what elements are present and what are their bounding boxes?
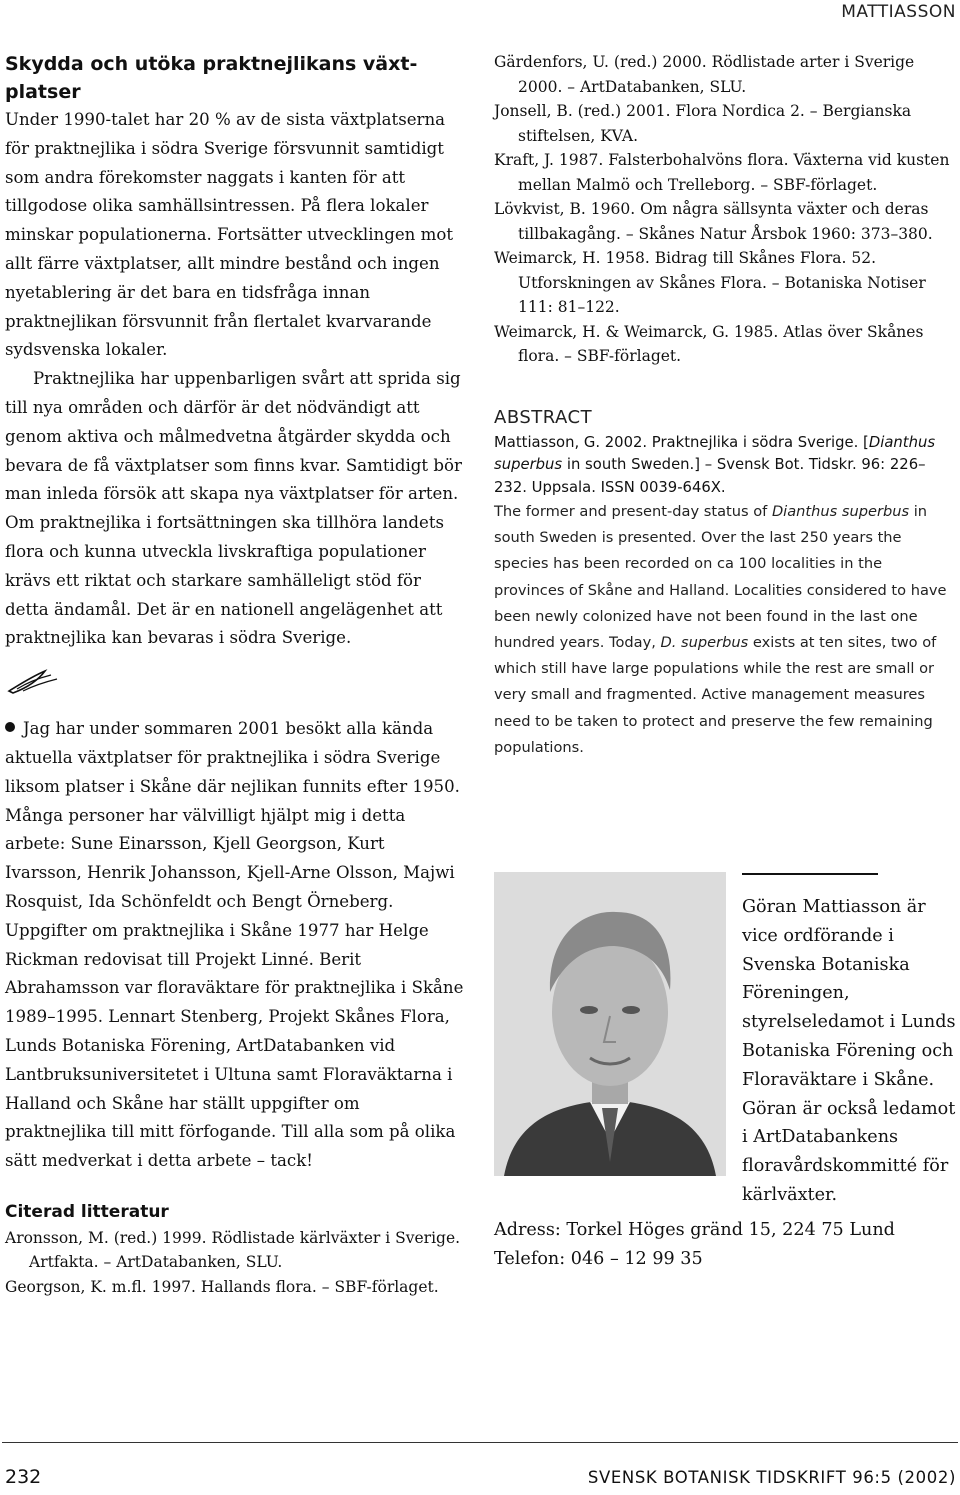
abstract-heading: ABSTRACT bbox=[494, 406, 593, 428]
abstract-text: exists at ten sites, two of which still have large populations while the rest are small or very small and fragmented. Active management measures need to be taken to protect and preserve the few remaining populations. bbox=[494, 634, 937, 756]
abstract-text: The former and present-day status of bbox=[494, 503, 772, 520]
right-column bbox=[494, 50, 956, 761]
abstract-body bbox=[494, 499, 956, 761]
acknowledgement-paragraph bbox=[5, 715, 465, 1176]
reference-item: Kraft, J. 1987. Falsterbohalvöns flora. Växterna vid kusten mellan Malmö och Trelleborg. – SBF-förlaget. bbox=[494, 151, 950, 194]
author-portrait bbox=[494, 872, 726, 1176]
footer-divider bbox=[2, 1442, 958, 1443]
body-paragraph: Under 1990-talet har 20 % av de sista växtplatserna för praktnejlika i södra Sverige försvunnit samtidigt som andra förekomster naggats i kanten för att tillgodose olika samhällsintressen. På flera lokaler minskar populationerna. Fortsätter utvecklingen mot allt färre växtplatser, allt mindre bestånd och ingen nyetablering är det bara en tidsfråga innan praktnejlikan försvunnit från flertalet kvarvarande sydsvenska lokaler. bbox=[5, 110, 454, 360]
flower-ornament-icon bbox=[5, 667, 465, 697]
acknowledgement-text: Jag har under sommaren 2001 besökt alla kända aktuella växtplatser för praktnejlika i södra Sverige liksom platser i Skåne där nejlikan funnits efter 1950. Många personer har välvilligt hjälpt mig i detta arbete: Sune Einarsson, Kjell Georgson, Kurt Ivarsson, Henrik Johansson, Kjell-Arne Olsson, Majwi Rosquist, Ida Schönfeldt och Bengt Örneberg. Uppgifter om praktnejlika i Skåne 1977 har Helge Rickman redovisat till Projekt Linné. Berit Abrahamsson var floraväktare för praktnejlika i Skåne 1989–1995. Lennart Stenberg, Projekt Skånes Flora, Lunds Botaniska Förening, ArtDatabanken vid Lantbruksuniversitetet i Ultuna samt Floraväktarna i Halland och Skåne har ställt uppgifter om praktnejlika till mitt förfogande. Till alla som på olika sätt medverkat i detta arbete – tack! bbox=[5, 719, 464, 1171]
reference-item: Weimarck, H. & Weimarck, G. 1985. Atlas över Skånes flora. – SBF-förlaget. bbox=[494, 322, 924, 365]
species-name: Dianthus superbus bbox=[771, 503, 910, 520]
reference-item: Weimarck, H. 1958. Bidrag till Skånes Flora. 52. Utforskningen av Skånes Flora. – Botaniska Notiser 111: 81–122. bbox=[494, 249, 926, 316]
contact-block bbox=[494, 1216, 956, 1274]
abstract-citation-text: Mattiasson, G. 2002. Praktnejlika i södra Sverige. [ bbox=[494, 433, 869, 451]
abstract-citation-text: in south Sweden.] – Svensk Bot. Tidskr. 96: 226–232. Uppsala. ISSN 0039-646X. bbox=[494, 456, 926, 496]
journal-footer: SVENSK BOTANISK TIDSKRIFT 96:5 (2002) bbox=[587, 1468, 956, 1487]
section-title: Skydda och utöka praktnejlikans växtplatser bbox=[5, 53, 418, 103]
reference-item: Gärdenfors, U. (red.) 2000. Rödlistade arter i Sverige 2000. – ArtDatabanken, SLU. bbox=[494, 53, 915, 96]
cited-literature-heading: Citerad litteratur bbox=[5, 1201, 169, 1222]
left-column bbox=[5, 50, 465, 1299]
contact-address: Adress: Torkel Höges gränd 15, 224 75 Lund bbox=[494, 1220, 895, 1240]
bio-divider bbox=[742, 873, 878, 875]
page-number: 232 bbox=[5, 1466, 42, 1488]
species-name: Dianthus superbus bbox=[494, 433, 936, 473]
reference-item: Georgson, K. m.fl. 1997. Hallands flora. – SBF-förlaget. bbox=[5, 1277, 439, 1296]
author-bio: Göran Mattiasson är vice ordförande i Svenska Botaniska Föreningen, styrelseledamot i Lunds Botaniska Förening och Floraväktare i Skåne. Göran är också ledamot i ArtDatabankens floravårdskommitté för kärlväxter. bbox=[742, 897, 956, 1205]
reference-item: Aronsson, M. (red.) 1999. Rödlistade kärlväxter i Sverige. Artfakta. – ArtDatabanken, SLU. bbox=[5, 1228, 461, 1272]
reference-item: Jonsell, B. (red.) 2001. Flora Nordica 2. – Bergianska stiftelsen, KVA. bbox=[494, 102, 912, 145]
abstract-text: in south Sweden is presented. Over the last 250 years the species has been recorded on ca 100 localities in the provinces of Skåne and Halland. Localities considered to have been newly colonized have not been found in the last one hundred years. Today, bbox=[494, 503, 947, 652]
running-header-author: MATTIASSON bbox=[841, 2, 956, 22]
abstract-citation bbox=[494, 432, 956, 500]
reference-item: Lövkvist, B. 1960. Om några sällsynta växter och deras tillbakagång. – Skånes Natur Årsbok 1960: 373–380. bbox=[494, 200, 933, 243]
contact-phone: Telefon: 046 – 12 99 35 bbox=[494, 1249, 703, 1269]
species-name: D. superbus bbox=[660, 634, 749, 652]
bullet-icon bbox=[5, 722, 15, 732]
body-paragraph: Praktnejlika har uppenbarligen svårt att sprida sig till nya områden och därför är det nödvändigt att genom aktiva och målmedvetna åtgärder skydda och bevara de få växtplatser som finns kvar. Samtidigt bör man inleda försök att skapa nya växtplatser för arten. Om praktnejlika i fortsättningen ska tillhöra landets flora och kunna utveckla livskraftiga populationer krävs ett riktat och starkare samhälleligt stöd för detta ändamål. Det är en nationell angelägenhet att praktnejlika kan bevaras i södra Sverige. bbox=[5, 369, 462, 648]
